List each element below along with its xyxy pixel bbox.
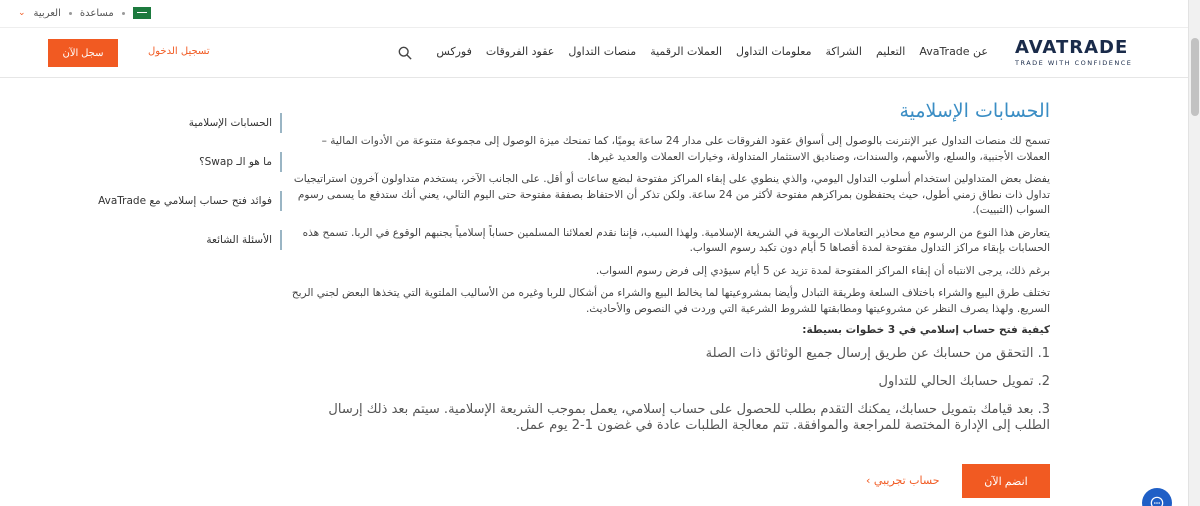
chat-bubble-icon [1150,496,1164,506]
main-nav [436,45,988,58]
step-item: 1. التحقق من حسابك عن طريق إرسال جميع الوثائق ذات الصلة [705,346,1050,361]
search-icon[interactable] [398,46,412,60]
paragraph: تختلف طرق البيع والشراء باختلاف السلعة وطريقة التبادل وأيضا بمشروعيتها لما يخالط البيع والشراء من أشكال للربا وغيره من الأساليب الملتوية التي يتخذها البعض لجني الربح السريع. ولهذا يصرف النظر عن مشروعيتها ومطابقتها للشروط الشرعية التي وردت في النصوص والأحاديث. [291,287,1050,315]
steps-heading: كيفية فتح حساب إسلامي في 3 خطوات بسيطة: [802,324,1050,336]
nav-item-education[interactable]: التعليم [875,45,906,58]
separator-dot [122,12,125,15]
page-title: الحسابات الإسلامية [899,100,1050,122]
separator-dot [69,12,72,15]
paragraph: يفضل بعض المتداولين استخدام أسلوب التداول اليومي، والذي ينطوي على إبقاء المراكز مفتوحة لبضع ساعات أو أقل. على الجانب الآخر، يستخدم متداولون آخرون استراتيجيات تداول ذات نطاق زمني أطول، حيث يحتفظون بمراكزهم مفتوحة لأكثر من 24 ساعة. ولكن تذكر أن الاحتفاظ بصفقة مفتوحة حتى اليوم التالي، يعني أنك ستدفع ما يسمى رسوم السواب (التبييت). [293,173,1050,216]
paragraph: يتعارض هذا النوع من الرسوم مع محاذير التعاملات الربوية في الشريعة الإسلامية. ولهذا السبب، فإننا نقدم لعملائنا المسلمين حساباً إسلامياً يجنبهم الوقوع في الربا. تسمح هذه الحسابات بإبقاء مراكز التداول مفتوحة لمدة أقصاها 5 أيام دون تكبد رسوم السواب. [302,226,1050,254]
step-item: 2. تمويل حسابك الحالي للتداول [878,374,1050,389]
logo-text: AVATRADE [1015,37,1129,58]
scrollbar-thumb[interactable] [1191,38,1199,116]
nav-item-about[interactable]: عن AvaTrade [919,45,988,58]
sidebar-item-benefits[interactable]: فوائد فتح حساب إسلامي مع AvaTrade [90,191,282,211]
help-link[interactable]: مساعدة [79,7,114,19]
sidebar-item-faq[interactable]: الأسئلة الشائعة [90,230,282,250]
logo-tagline: TRADE WITH CONFIDENCE [1015,59,1133,67]
paragraph: تسمح لك منصات التداول عبر الإنترنت بالوصول إلى أسواق عقود الفروقات على مدار 24 ساعة يوميًا، كما تمنحك ميزة الوصول إلى مجموعة متنوعة من الأدوات المالية – العملات الأجنبية، والسلع، والأسهم، والسندات، وصناديق الاستثمار المتداولة، وخيارات العملات والعديد غيرها. [321,135,1050,163]
nav-item-platforms[interactable]: منصات التداول [568,45,637,58]
paragraph: برغم ذلك، يرجى الانتباه أن إبقاء المراكز المفتوحة لمدة تزيد عن 5 أيام سيؤدي إلى فرض رسوم السواب. [595,264,1050,277]
demo-account-link[interactable]: حساب تجريبي › [866,474,940,487]
top-utility-bar [0,0,1188,28]
login-link[interactable]: تسجيل الدخول [148,46,210,57]
page-scrollbar[interactable] [1188,0,1200,506]
page-sidebar [90,113,282,269]
nav-item-cfds[interactable]: عقود الفروقات [485,45,555,58]
nav-item-partnership[interactable]: الشراكة [825,45,862,58]
nav-item-trading-info[interactable]: معلومات التداول [736,45,812,58]
sidebar-item-what-is-swap[interactable]: ما هو الـ Swap؟ [90,152,282,172]
main-content [290,100,1050,446]
main-header [0,28,1188,78]
nav-item-forex[interactable]: فوركس [436,45,472,58]
nav-item-crypto[interactable]: العملات الرقمية [650,45,723,58]
utility-links [18,7,151,19]
avatrade-logo[interactable] [1015,37,1155,67]
signup-button[interactable]: سجل الآن [48,39,118,67]
sidebar-item-islamic-accounts[interactable]: الحسابات الإسلامية [90,113,282,133]
chevron-down-icon[interactable]: ⌄ [18,8,26,18]
language-selector[interactable]: العربية [33,7,61,19]
chat-icon[interactable] [1142,488,1172,506]
step-item: 3. بعد قيامك بتمويل حسابك، يمكنك التقدم بطلب للحصول على حساب إسلامي، يعمل بموجب الشريعة الإسلامية. سيتم بعد ذلك إرسال الطلب إلى الإدارة المختصة للمراجعة والموافقة. تتم معالجة الطلبات عادة في غضون 1-2 يوم عمل. [328,402,1050,433]
join-now-button[interactable]: انضم الآن [962,464,1050,498]
saudi-flag-icon[interactable] [133,7,151,19]
